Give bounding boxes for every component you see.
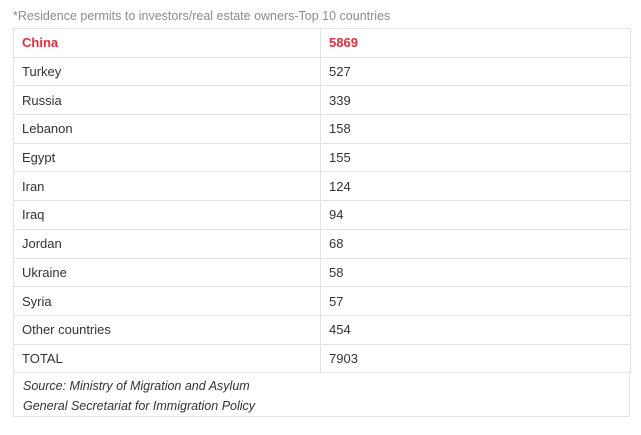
value-cell: 155 — [321, 143, 631, 172]
table-row — [14, 287, 631, 316]
country-cell: Jordan — [14, 229, 321, 258]
country-cell: Russia — [14, 86, 321, 115]
value-cell: 94 — [321, 201, 631, 230]
source-line: General Secretariat for Immigration Policy — [23, 399, 256, 413]
value-cell: 527 — [321, 57, 631, 86]
table-row — [14, 86, 631, 115]
country-cell: China — [14, 29, 321, 58]
country-cell: Syria — [14, 287, 321, 316]
permits-table — [13, 28, 631, 373]
value-cell: 158 — [321, 115, 631, 144]
table-row — [14, 115, 631, 144]
source-note — [13, 370, 630, 417]
country-cell: Iran — [14, 172, 321, 201]
table-row — [14, 172, 631, 201]
country-cell: Ukraine — [14, 258, 321, 287]
table-row — [14, 57, 631, 86]
country-cell: Egypt — [14, 143, 321, 172]
country-cell: Iraq — [14, 201, 321, 230]
value-cell: 339 — [321, 86, 631, 115]
value-cell: 68 — [321, 229, 631, 258]
source-line: Source: Ministry of Migration and Asylum — [23, 379, 250, 393]
total-label-cell: TOTAL — [14, 344, 321, 373]
total-value-cell: 7903 — [321, 344, 631, 373]
table-row — [14, 229, 631, 258]
table-row — [14, 258, 631, 287]
total-row — [14, 344, 631, 373]
table-row — [14, 315, 631, 344]
value-cell: 57 — [321, 287, 631, 316]
country-cell: Lebanon — [14, 115, 321, 144]
value-cell: 124 — [321, 172, 631, 201]
value-cell: 454 — [321, 315, 631, 344]
value-cell: 58 — [321, 258, 631, 287]
table-row — [14, 201, 631, 230]
country-cell: Other countries — [14, 315, 321, 344]
country-cell: Turkey — [14, 57, 321, 86]
table-row — [14, 29, 631, 58]
table-caption: *Residence permits to investors/real estate owners-Top 10 countries — [13, 9, 391, 23]
table-row — [14, 143, 631, 172]
value-cell: 5869 — [321, 29, 631, 58]
